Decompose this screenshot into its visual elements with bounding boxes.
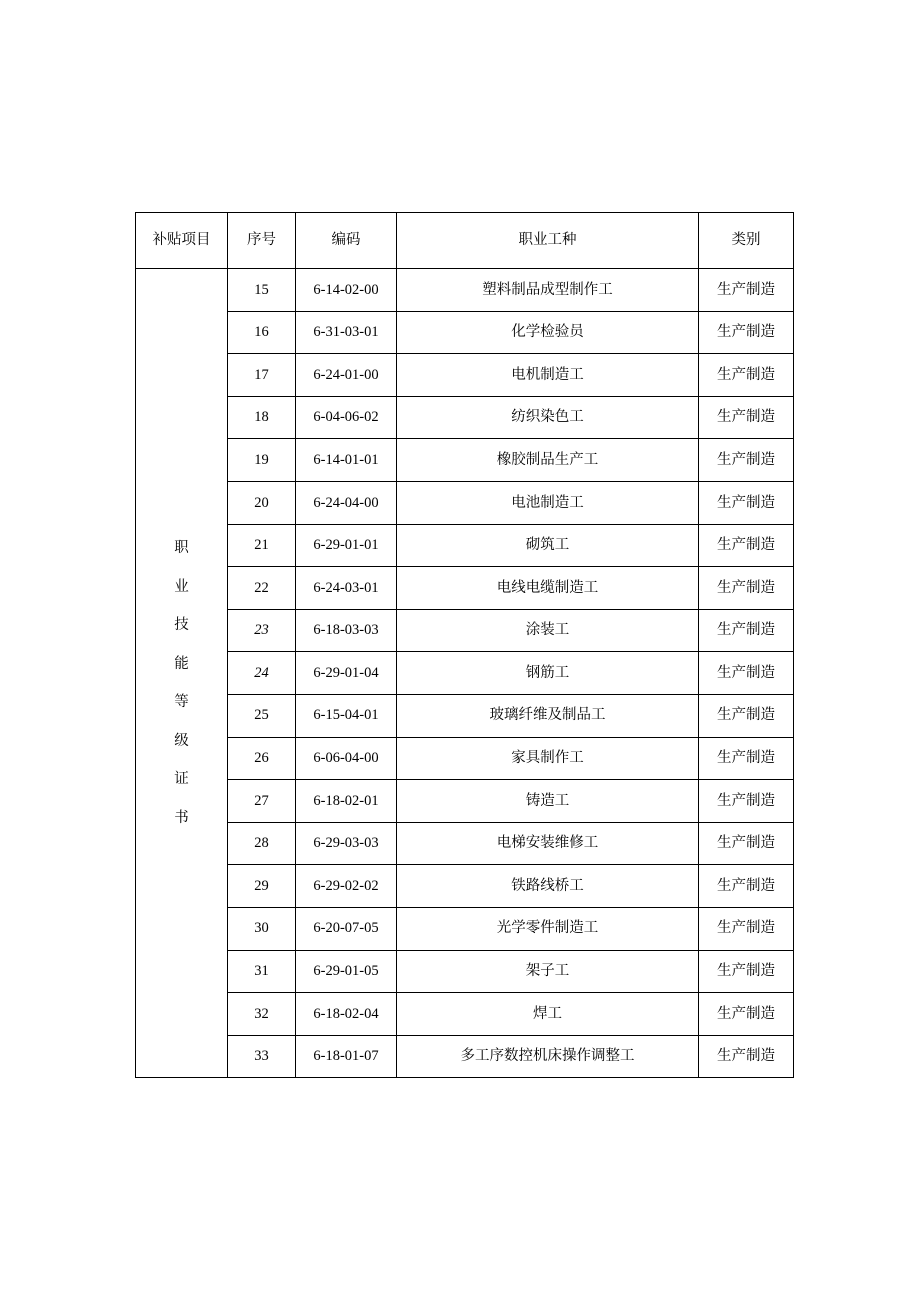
header-code: 编码 <box>296 213 397 269</box>
row-occupation: 架子工 <box>397 950 699 993</box>
table-row <box>136 950 794 993</box>
row-occupation: 涂装工 <box>397 609 699 652</box>
row-category: 生产制造 <box>699 439 794 482</box>
row-code: 6-31-03-01 <box>296 311 397 354</box>
table-row <box>136 396 794 439</box>
project-vertical-label <box>136 521 227 825</box>
table-row <box>136 609 794 652</box>
row-code: 6-14-01-01 <box>296 439 397 482</box>
row-category: 生产制造 <box>699 609 794 652</box>
row-code: 6-24-04-00 <box>296 481 397 524</box>
project-label-char: 书 <box>174 809 189 826</box>
row-category: 生产制造 <box>699 865 794 908</box>
table-row <box>136 737 794 780</box>
row-category: 生产制造 <box>699 567 794 610</box>
row-occupation: 电梯安装维修工 <box>397 822 699 865</box>
table-row <box>136 865 794 908</box>
row-seq: 23 <box>228 609 296 652</box>
row-seq: 21 <box>228 524 296 567</box>
row-occupation: 家具制作工 <box>397 737 699 780</box>
row-code: 6-24-03-01 <box>296 567 397 610</box>
row-occupation: 电线电缆制造工 <box>397 567 699 610</box>
table-row <box>136 311 794 354</box>
row-occupation: 铁路线桥工 <box>397 865 699 908</box>
row-occupation: 纺织染色工 <box>397 396 699 439</box>
row-seq: 20 <box>228 481 296 524</box>
row-seq: 22 <box>228 567 296 610</box>
row-category: 生产制造 <box>699 524 794 567</box>
row-code: 6-18-01-07 <box>296 1035 397 1078</box>
table-row <box>136 481 794 524</box>
row-seq: 24 <box>228 652 296 695</box>
table-row <box>136 439 794 482</box>
table-row <box>136 822 794 865</box>
row-seq: 17 <box>228 354 296 397</box>
row-seq: 33 <box>228 1035 296 1078</box>
header-project: 补贴项目 <box>136 213 228 269</box>
row-code: 6-15-04-01 <box>296 694 397 737</box>
row-seq: 18 <box>228 396 296 439</box>
row-occupation: 玻璃纤维及制品工 <box>397 694 699 737</box>
row-code: 6-29-01-04 <box>296 652 397 695</box>
row-code: 6-29-03-03 <box>296 822 397 865</box>
row-occupation: 多工序数控机床操作调整工 <box>397 1035 699 1078</box>
table-row <box>136 524 794 567</box>
row-occupation: 化学检验员 <box>397 311 699 354</box>
header-occupation: 职业工种 <box>397 213 699 269</box>
table-body <box>136 269 794 1078</box>
row-seq: 25 <box>228 694 296 737</box>
row-occupation: 焊工 <box>397 993 699 1036</box>
row-category: 生产制造 <box>699 950 794 993</box>
row-seq: 15 <box>228 269 296 312</box>
row-code: 6-18-02-01 <box>296 780 397 823</box>
row-code: 6-24-01-00 <box>296 354 397 397</box>
row-occupation: 电池制造工 <box>397 481 699 524</box>
project-label-char: 能 <box>174 655 189 672</box>
header-seq: 序号 <box>228 213 296 269</box>
row-seq: 28 <box>228 822 296 865</box>
table-row <box>136 652 794 695</box>
row-code: 6-14-02-00 <box>296 269 397 312</box>
header-category: 类别 <box>699 213 794 269</box>
project-label-char: 证 <box>174 771 189 788</box>
row-code: 6-29-01-01 <box>296 524 397 567</box>
row-seq: 19 <box>228 439 296 482</box>
row-category: 生产制造 <box>699 354 794 397</box>
project-cell <box>136 269 228 1078</box>
project-label-char: 技 <box>174 617 189 634</box>
table-row <box>136 567 794 610</box>
header-row <box>136 213 794 269</box>
table-row <box>136 907 794 950</box>
row-category: 生产制造 <box>699 907 794 950</box>
row-code: 6-04-06-02 <box>296 396 397 439</box>
row-category: 生产制造 <box>699 481 794 524</box>
row-category: 生产制造 <box>699 311 794 354</box>
row-category: 生产制造 <box>699 652 794 695</box>
row-occupation: 塑料制品成型制作工 <box>397 269 699 312</box>
project-label-char: 等 <box>174 694 189 711</box>
project-label-char: 级 <box>174 732 189 749</box>
row-category: 生产制造 <box>699 396 794 439</box>
row-seq: 31 <box>228 950 296 993</box>
row-code: 6-18-03-03 <box>296 609 397 652</box>
row-category: 生产制造 <box>699 780 794 823</box>
table-row <box>136 1035 794 1078</box>
row-seq: 26 <box>228 737 296 780</box>
row-seq: 29 <box>228 865 296 908</box>
row-code: 6-06-04-00 <box>296 737 397 780</box>
project-label-char: 业 <box>174 578 189 595</box>
row-seq: 30 <box>228 907 296 950</box>
table-row <box>136 694 794 737</box>
row-code: 6-29-01-05 <box>296 950 397 993</box>
row-occupation: 钢筋工 <box>397 652 699 695</box>
table-row <box>136 354 794 397</box>
row-occupation: 橡胶制品生产工 <box>397 439 699 482</box>
row-occupation: 砌筑工 <box>397 524 699 567</box>
table-row <box>136 780 794 823</box>
project-label-char: 职 <box>174 540 189 557</box>
row-occupation: 光学零件制造工 <box>397 907 699 950</box>
row-category: 生产制造 <box>699 993 794 1036</box>
row-category: 生产制造 <box>699 694 794 737</box>
row-code: 6-18-02-04 <box>296 993 397 1036</box>
row-code: 6-29-02-02 <box>296 865 397 908</box>
table-header <box>136 213 794 269</box>
table-row <box>136 269 794 312</box>
row-category: 生产制造 <box>699 1035 794 1078</box>
row-occupation: 电机制造工 <box>397 354 699 397</box>
row-occupation: 铸造工 <box>397 780 699 823</box>
table-row <box>136 993 794 1036</box>
row-seq: 32 <box>228 993 296 1036</box>
row-seq: 16 <box>228 311 296 354</box>
row-category: 生产制造 <box>699 737 794 780</box>
row-seq: 27 <box>228 780 296 823</box>
row-category: 生产制造 <box>699 269 794 312</box>
row-category: 生产制造 <box>699 822 794 865</box>
row-code: 6-20-07-05 <box>296 907 397 950</box>
subsidy-table <box>135 212 794 1078</box>
